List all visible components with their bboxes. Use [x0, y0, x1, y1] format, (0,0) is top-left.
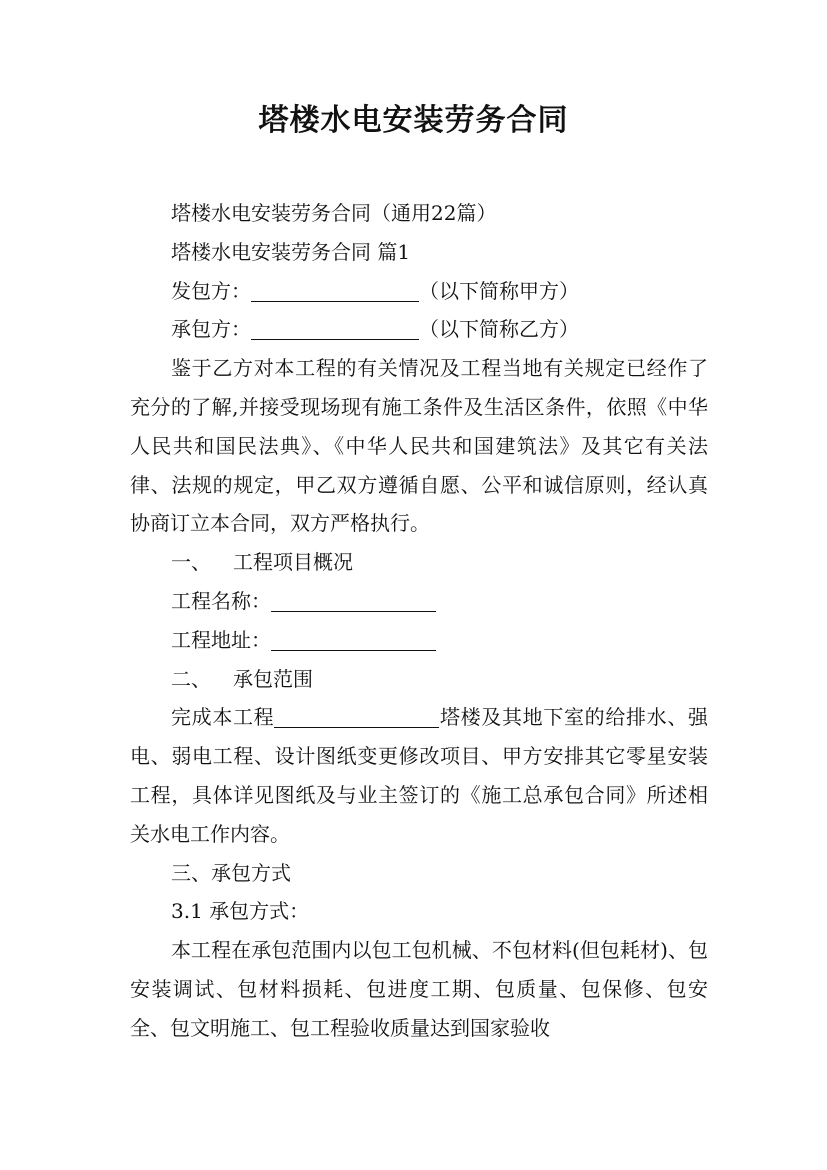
party-b-suffix: （以下简称乙方） [419, 317, 579, 342]
scope-rest: 塔楼及其地下室的给排水、强电、弱电工程、设计图纸变更修改项目、甲方安排其它零星安装工程，具体详见图纸及与业主签订的《施工总承包合同》所述相关水电工作内容。 [130, 705, 709, 846]
document-body [130, 194, 708, 1048]
heading-2-text: 承包范围 [233, 666, 313, 691]
scope-prefix: 完成本工程 [171, 705, 275, 730]
project-address-label: 工程地址： [171, 627, 271, 652]
document-title: 塔楼水电安装劳务合同 [258, 103, 569, 138]
heading-2 [130, 660, 708, 699]
paragraph-3-1: 本工程在承包范围内以包工包机械、不包材料(但包耗材)、包安装调试、包材料损耗、包进度工期、包质量、包保修、包安全、包文明施工、包工程验收质量达到国家验收 [130, 938, 708, 1040]
project-address-blank [271, 630, 436, 651]
party-b-line [130, 310, 708, 349]
party-a-suffix: （以下简称甲方） [419, 278, 579, 303]
project-name-blank [271, 591, 436, 612]
heading-1-text: 工程项目概况 [233, 550, 353, 575]
subheading-3-1: 3.1 承包方式： [171, 899, 310, 924]
party-a-line [130, 272, 708, 311]
party-a-blank [251, 281, 419, 302]
party-b-blank [251, 319, 419, 340]
heading-3: 三、承包方式 [171, 860, 291, 885]
heading-1-number: 一、 [171, 550, 211, 575]
subtitle: 塔楼水电安装劳务合同（通用22篇） [171, 201, 497, 225]
scope-blank [274, 707, 439, 728]
party-b-label: 承包方： [171, 317, 251, 342]
heading-1 [130, 543, 708, 582]
scope-paragraph [130, 698, 708, 853]
heading-2-number: 二、 [171, 666, 211, 691]
preamble-paragraph: 鉴于乙方对本工程的有关情况及工程当地有关规定已经作了充分的了解,并接受现场现有施工条件及生活区条件，依照《中华人民共和国民法典》、《中华人民共和国建筑法》及其它有关法律、法规的规定，甲乙双方遵循自愿、公平和诚信原则，经认真协商订立本合同，双方严格执行。 [130, 356, 708, 536]
section-title: 塔楼水电安装劳务合同 篇1 [171, 239, 411, 264]
project-name-line [130, 582, 708, 621]
party-a-label: 发包方： [171, 278, 251, 303]
project-name-label: 工程名称： [171, 588, 271, 613]
project-address-line [130, 621, 708, 660]
